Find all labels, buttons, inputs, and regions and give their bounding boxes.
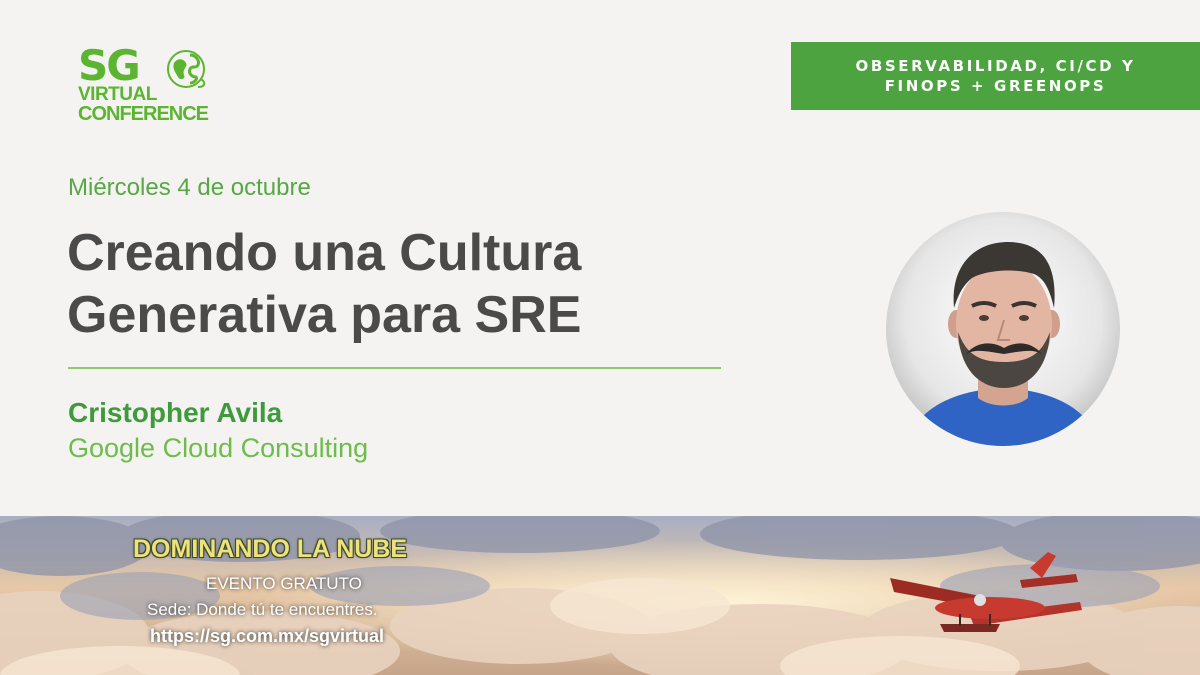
speaker-photo xyxy=(886,212,1120,446)
track-badge xyxy=(791,42,1200,110)
speaker-company: Google Cloud Consulting xyxy=(68,433,369,463)
seaplane-icon xyxy=(880,548,1090,643)
talk-title-line-2: Generativa para SRE xyxy=(67,286,582,344)
banner-url-link[interactable]: https://sg.com.mx/sgvirtual xyxy=(150,626,385,646)
logo-conference-text: CONFERENCE xyxy=(78,103,209,125)
track-line-2: FINOPS + GREENOPS xyxy=(884,77,1107,95)
banner-venue: Sede: Donde tú te encuentres. xyxy=(147,600,378,619)
event-date: Miércoles 4 de octubre xyxy=(68,174,311,201)
banner-subtitle: EVENTO GRATUTO xyxy=(206,574,362,593)
logo-sg-text: SG xyxy=(78,41,139,90)
banner-title: DOMINANDO LA NUBE xyxy=(133,535,408,563)
sg-virtual-conference-logo xyxy=(78,41,218,125)
talk-title xyxy=(67,222,767,346)
globe-icon xyxy=(166,47,210,91)
divider xyxy=(68,367,721,369)
logo-virtual-text: VIRTUAL xyxy=(78,84,157,105)
talk-title-line-1: Creando una Cultura xyxy=(67,224,582,282)
speaker-name: Cristopher Avila xyxy=(68,397,283,428)
track-line-1: OBSERVABILIDAD, CI/CD Y xyxy=(855,57,1136,75)
